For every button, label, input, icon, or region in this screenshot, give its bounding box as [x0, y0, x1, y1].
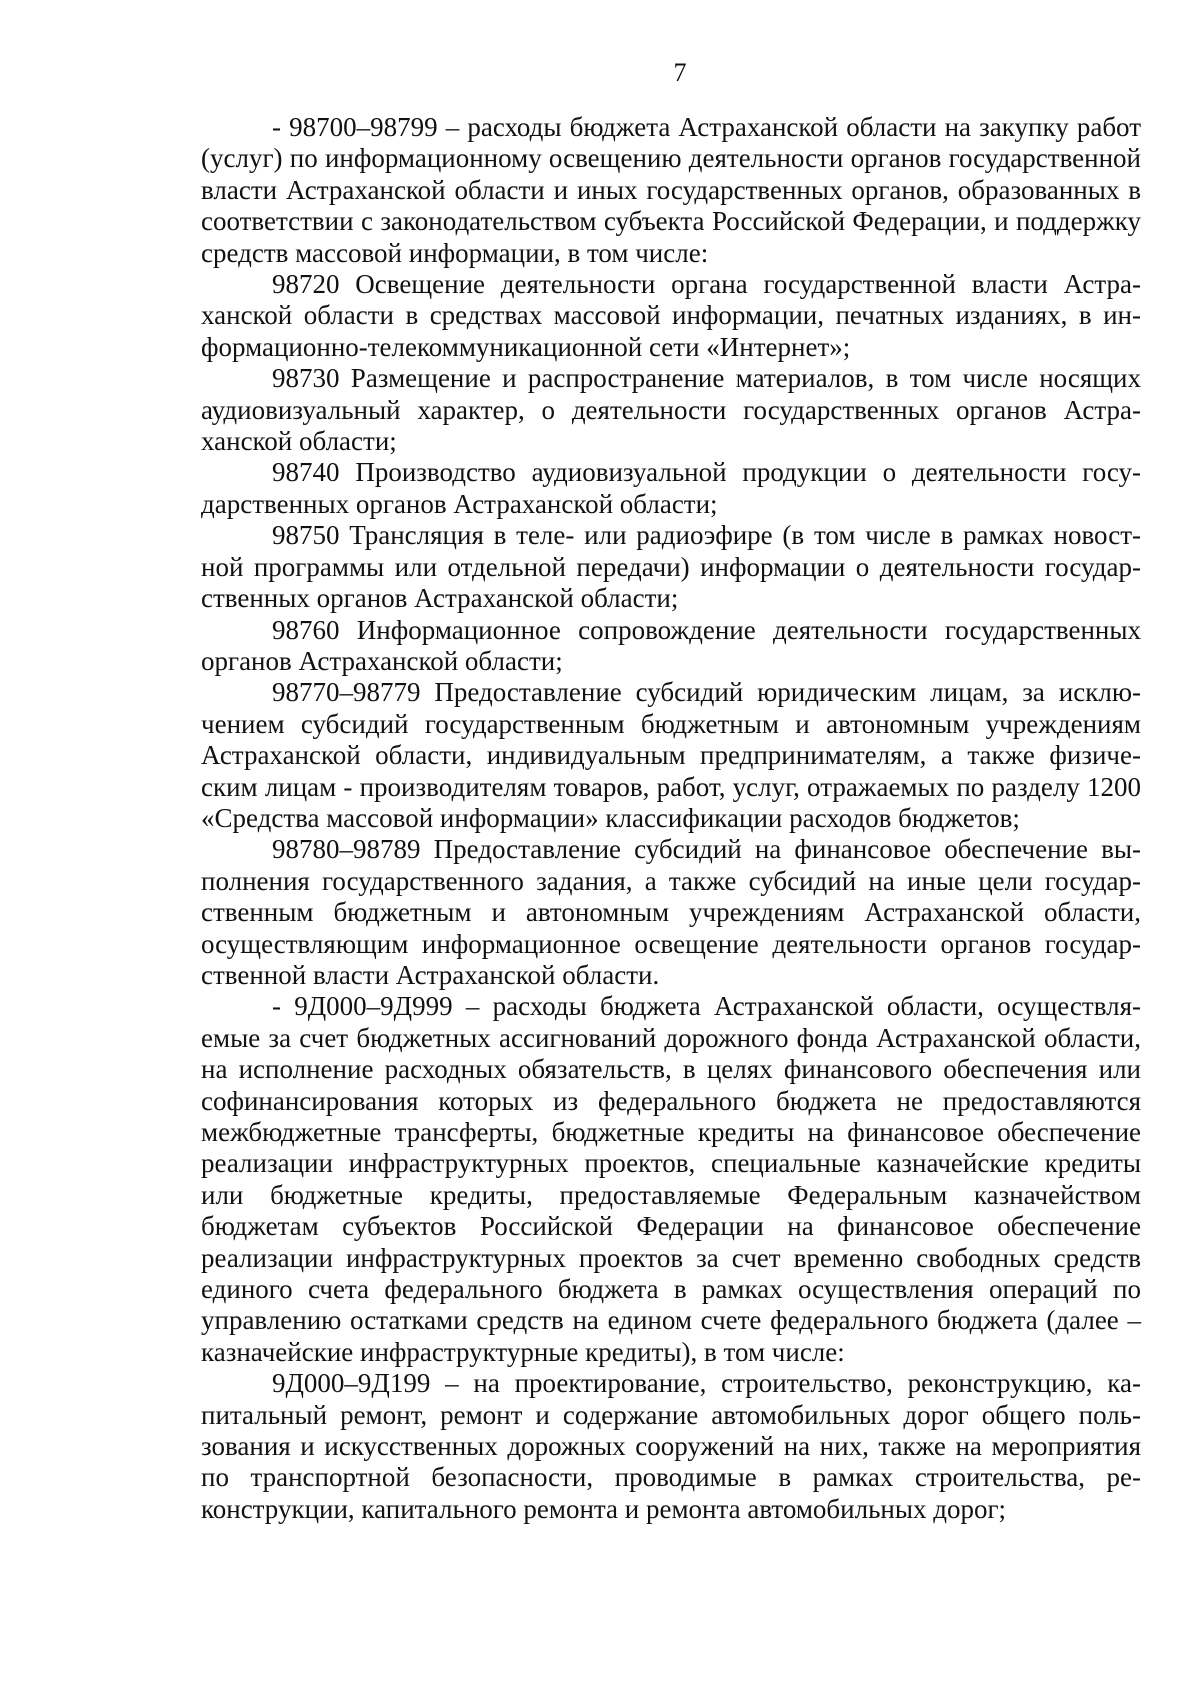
- paragraph-9d000: - 9Д000–9Д999 – расходы бюджета Астраханской области, осуществляемые за счет бюджетных ассигнований дорожного фонда Астраханской области, на исполнение расходных обязательств, в целях финансового обеспечения или софинансирования которых из федерального бюджета не предоставляются межбюджетные трансферты, бюджетные кредиты на финансовое обеспечение реализации инфраструктурных проектов, специальные казначейские кредиты или бюджетные кредиты, предоставляемые Федеральным казначейством бюджетам субъектов Российской Федерации на финансовое обеспечение реализации инфраструктурных проектов за счет временно свободных средств единого счета федерального бюджета в рамках осуществления операций по управлению остатками средств на едином счете федерального бюджета (далее – казначейские инфраструктурные кредиты), в том числе:: [201, 991, 1141, 1367]
- paragraph-9d000-9d199: 9Д000–9Д199 – на проектирование, строительство, реконструкцию, капитальный ремонт, ремонт и содержание автомобильных дорог общего пользования и искусственных дорожных сооружений на них, также на мероприятия по транспортной безопасности, проводимые в рамках строительства, реконструкции, капитального ремонта и ремонта автомобильных дорог;: [201, 1368, 1141, 1524]
- paragraph-98780: 98780–98789 Предоставление субсидий на финансовое обеспечение выполнения государственного задания, а также субсидий на иные цели государственным бюджетным и автономным учреждениям Астраханской области, осуществляющим информационное освещение деятельности органов государственной власти Астраханской области.: [201, 834, 1141, 990]
- page-number: 7: [673, 58, 687, 87]
- paragraph-98720: 98720 Освещение деятельности органа государственной власти Астраханской области в средствах массовой информации, печатных изданиях, в информационно-телекоммуникационной сети «Интернет»;: [201, 269, 1141, 362]
- document-body: [201, 112, 1141, 1525]
- paragraph-98730: 98730 Размещение и распространение материалов, в том числе носящих аудиовизуальный характер, о деятельности государственных органов Астраханской области;: [201, 363, 1141, 457]
- paragraph-98700: - 98700–98799 – расходы бюджета Астраханской области на закупку работ (услуг) по информационному освещению деятельности органов государственной власти Астраханской области и иных государственных органов, образованных в соответствии с законодательством субъекта Российской Федерации, и поддержку средств массовой информации, в том числе:: [201, 112, 1141, 268]
- paragraph-98740: 98740 Производство аудиовизуальной продукции о деятельности государственных органов Астраханской области;: [201, 457, 1141, 519]
- paragraph-98750: 98750 Трансляция в теле- или радиоэфире (в том числе в рамках новостной программы или отдельной передачи) информации о деятельности государственных органов Астраханской области;: [201, 520, 1141, 614]
- paragraph-98760: 98760 Информационное сопровождение деятельности государственных органов Астраханской области;: [201, 614, 1141, 676]
- paragraph-98770: 98770–98779 Предоставление субсидий юридическим лицам, за исключением субсидий государственным бюджетным и автономным учреждениям Астраханской области, индивидуальным предпринимателям, а также физическим лицам - производителям товаров, работ, услуг, отражаемых по разделу 1200 «Средства массовой информации» классификации расходов бюджетов;: [201, 677, 1141, 833]
